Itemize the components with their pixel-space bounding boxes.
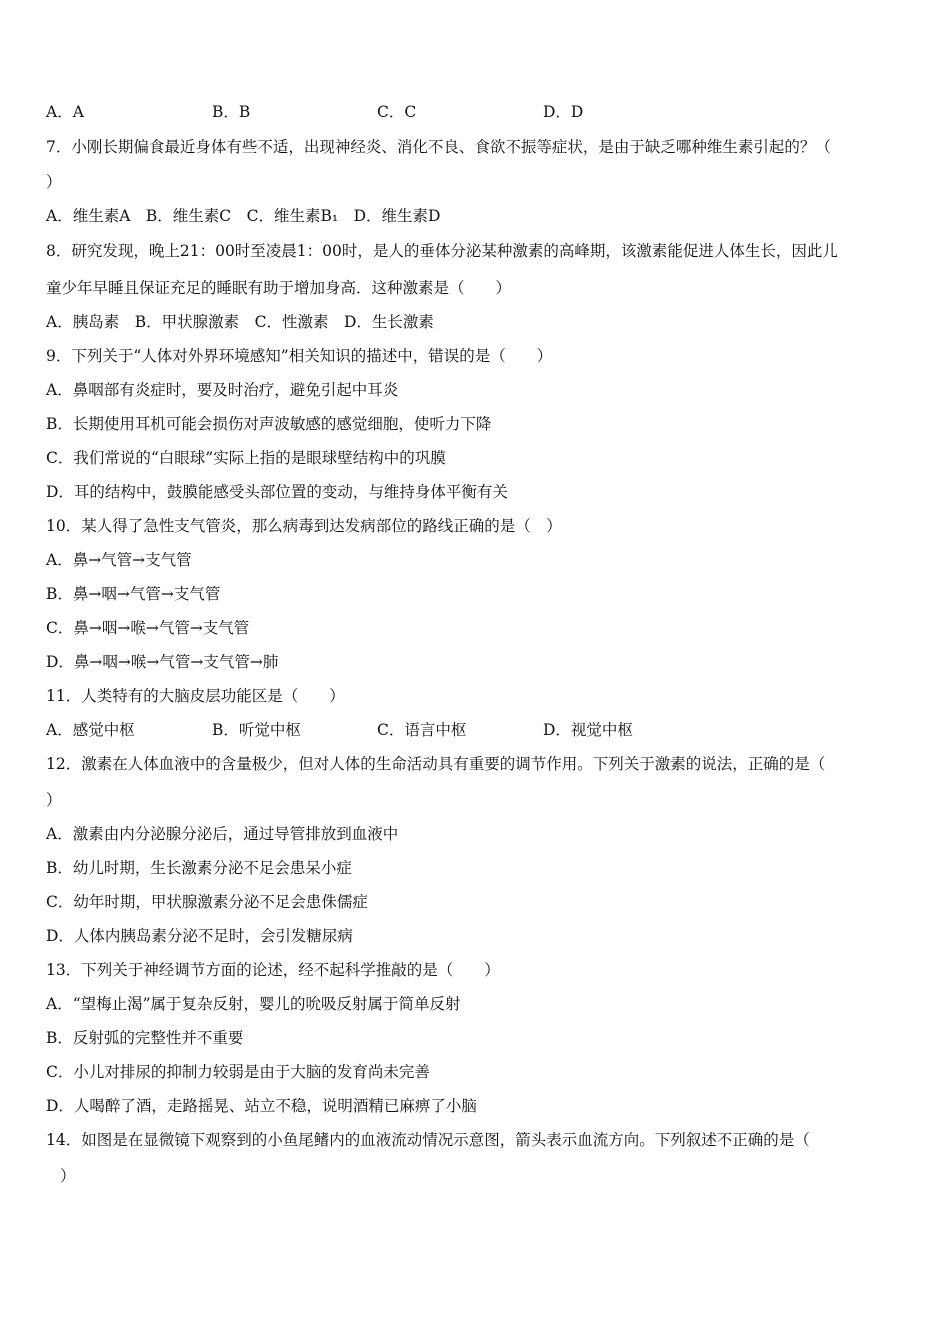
- q9-option-d: D．耳的结构中，鼓膜能感受头部位置的变动，与维持身体平衡有关: [46, 483, 508, 501]
- q10-option-c: C．鼻→咽→喉→气管→支气管: [46, 619, 250, 637]
- q13-stem: 13．下列关于神经调节方面的论述，经不起科学推敲的是（ ）: [46, 961, 500, 979]
- q12-stem: 12．激素在人体血液中的含量极少，但对人体的生命活动具有重要的调节作用。下列关于激素的说法，正确的是（: [46, 755, 826, 773]
- q9-option-a: A．鼻咽部有炎症时，要及时治疗，避免引起中耳炎: [46, 381, 399, 399]
- q12-option-c: C．幼年时期，甲状腺激素分泌不足会患侏儒症: [46, 893, 368, 911]
- q13-option-a: A．“望梅止渴”属于复杂反射，婴儿的吮吸反射属于简单反射: [46, 995, 461, 1013]
- q6-option-a: A．A: [46, 103, 84, 121]
- q10-stem: 10．某人得了急性支气管炎，那么病毒到达发病部位的路线正确的是（ ）: [46, 517, 562, 535]
- q10-option-d: D．鼻→咽→喉→气管→支气管→肺: [46, 653, 279, 671]
- q11-stem: 11．人类特有的大脑皮层功能区是（ ）: [46, 687, 345, 705]
- q6-option-b: B．B: [212, 103, 251, 121]
- q7-stem-end: ）: [46, 173, 62, 191]
- q6-option-d: D．D: [543, 103, 584, 121]
- q7-options: A．维生素A B．维生素C C．维生素B₁ D．维生素D: [46, 207, 441, 225]
- q13-option-d: D．人喝醉了酒，走路摇晃、站立不稳，说明酒精已麻痹了小脑: [46, 1097, 477, 1115]
- q14-stem-end: ）: [60, 1167, 76, 1185]
- q13-option-b: B．反射弧的完整性并不重要: [46, 1029, 244, 1047]
- q9-stem: 9．下列关于“人体对外界环境感知”相关知识的描述中，错误的是（ ）: [46, 347, 553, 365]
- q11-option-a: A．感觉中枢: [46, 721, 135, 739]
- q10-option-b: B．鼻→咽→气管→支气管: [46, 585, 221, 603]
- q10-option-a: A．鼻→气管→支气管: [46, 551, 192, 569]
- q9-option-c: C．我们常说的“白眼球”实际上指的是眼球壁结构中的巩膜: [46, 449, 446, 467]
- q9-option-b: B．长期使用耳机可能会损伤对声波敏感的感觉细胞，使听力下降: [46, 415, 492, 433]
- q11-option-c: C．语言中枢: [377, 721, 467, 739]
- q11-option-d: D．视觉中枢: [543, 721, 633, 739]
- q8-options: A．胰岛素 B．甲状腺激素 C．性激素 D．生长激素: [46, 313, 434, 331]
- q12-stem-end: ）: [46, 791, 62, 809]
- q12-option-a: A．激素由内分泌腺分泌后，通过导管排放到血液中: [46, 825, 399, 843]
- q11-option-b: B．听觉中枢: [212, 721, 301, 739]
- q8-stem-2: 童少年早睡且保证充足的睡眠有助于增加身高．这种激素是（ ）: [46, 279, 512, 297]
- q13-option-c: C．小儿对排尿的抑制力较弱是由于大脑的发育尚未完善: [46, 1063, 430, 1081]
- q14-stem: 14．如图是在显微镜下观察到的小鱼尾鳍内的血液流动情况示意图，箭头表示血流方向。下列叙述不正确的是（: [46, 1131, 810, 1149]
- q12-option-d: D．人体内胰岛素分泌不足时，会引发糖尿病: [46, 927, 353, 945]
- q8-stem: 8．研究发现，晚上21：00时至凌晨1：00时，是人的垂体分泌某种激素的高峰期，该激素能促进人体生长，因此儿: [46, 242, 838, 260]
- q12-option-b: B．幼儿时期，生长激素分泌不足会患呆小症: [46, 859, 352, 877]
- q7-stem: 7．小刚长期偏食最近身体有些不适，出现神经炎、消化不良、食欲不振等症状，是由于缺乏哪种维生素引起的？（: [46, 138, 831, 156]
- q6-option-c: C．C: [377, 103, 417, 121]
